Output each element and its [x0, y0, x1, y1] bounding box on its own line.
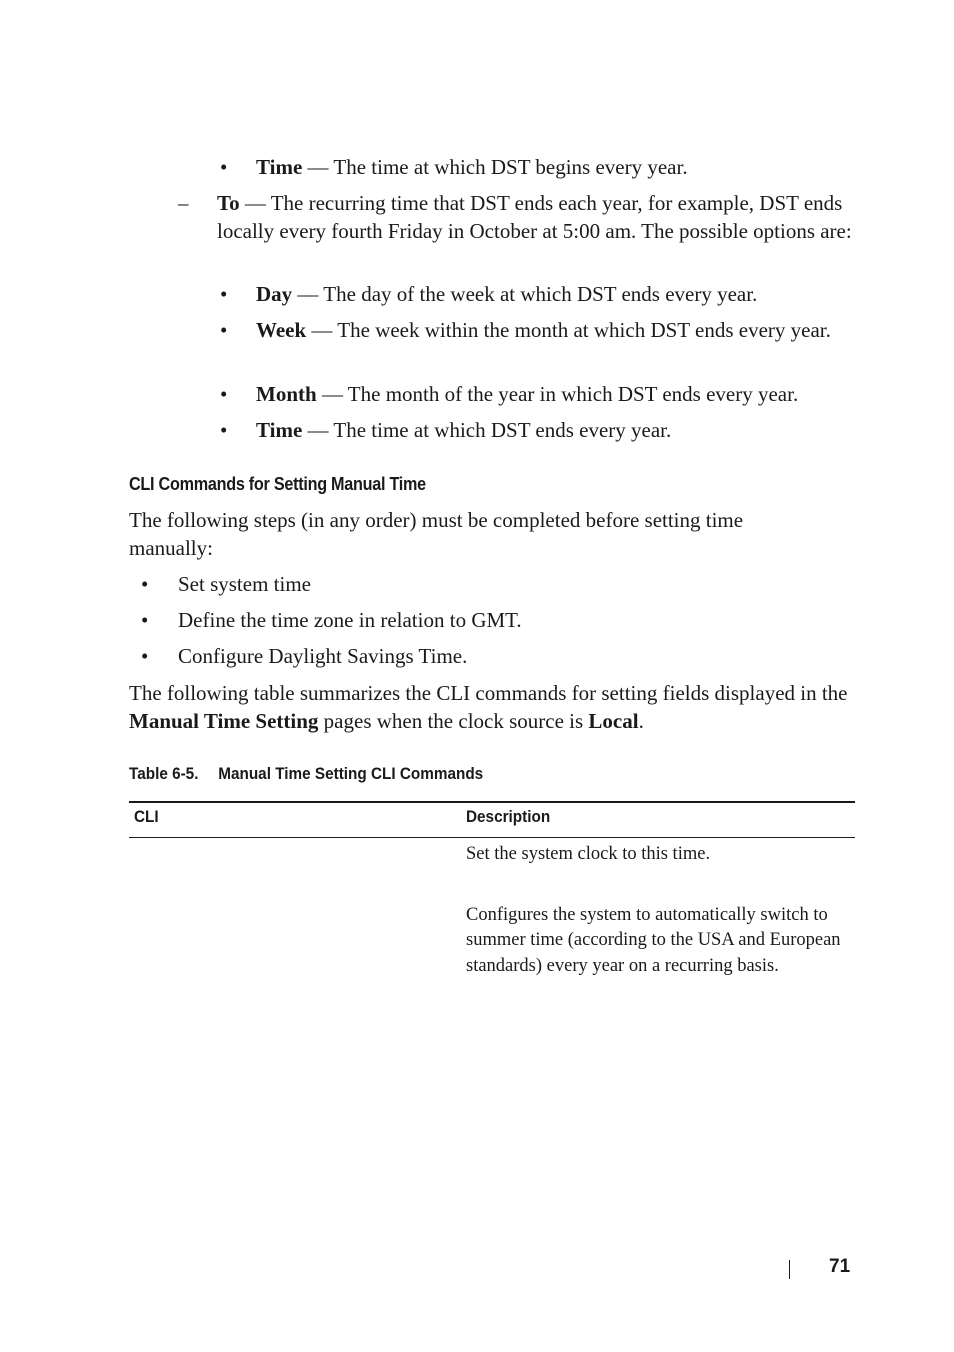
- table-caption: [129, 762, 483, 786]
- bullet-marker: •: [141, 572, 149, 596]
- summary-text: .: [638, 708, 644, 733]
- bullet-marker: •: [220, 418, 228, 442]
- term-to: To: [217, 191, 240, 215]
- definition-week: — The week within the month at which DST ends every year.: [306, 318, 831, 342]
- dash-marker: –: [178, 191, 189, 215]
- table-header-rule: [129, 837, 855, 838]
- list-item-week: [256, 317, 836, 345]
- term-time-end: Time: [256, 418, 303, 442]
- term-time-begin: Time: [256, 155, 303, 179]
- definition-time-begin: — The time at which DST begins every year.: [302, 155, 688, 179]
- definition-month: — The month of the year in which DST ends every year.: [316, 382, 799, 406]
- definition-time-end: — The time at which DST ends every year.: [302, 418, 672, 442]
- list-item-to: [217, 190, 857, 245]
- table-cell-description: Set the system clock to this time.: [466, 844, 711, 864]
- list-item-day: [256, 281, 856, 309]
- table-caption-title: Manual Time Setting CLI Commands: [218, 764, 484, 783]
- term-week: Week: [256, 318, 307, 342]
- step-item: Set system time: [178, 572, 311, 596]
- definition-day: — The day of the week at which DST ends every year.: [292, 282, 758, 306]
- summary-bold-manual-time-setting: Manual Time Setting: [129, 708, 319, 733]
- bullet-marker: •: [220, 155, 228, 179]
- list-item-time-end: [256, 417, 856, 445]
- step-item: Define the time zone in relation to GMT.: [178, 608, 522, 632]
- step-item: Configure Daylight Savings Time.: [178, 644, 468, 668]
- table-header-cli: CLI: [134, 807, 159, 826]
- bullet-marker: •: [220, 318, 228, 342]
- bullet-marker: •: [141, 608, 149, 632]
- summary-text: pages when the clock source is: [318, 708, 589, 733]
- table-header-description: Description: [466, 807, 551, 826]
- section-heading: CLI Commands for Setting Manual Time: [129, 474, 426, 494]
- table-cell-description: Configures the system to automatically switch to summer time (according to the USA and European standards) every year on a recurring basis.: [466, 905, 841, 976]
- table-top-rule: [129, 801, 855, 803]
- summary-paragraph: [129, 680, 859, 735]
- list-item-month: [256, 381, 856, 409]
- page-number: 71: [829, 1256, 851, 1277]
- list-item-start-time: [256, 154, 856, 182]
- definition-to: — The recurring time that DST ends each year, for example, DST ends locally every fourth Friday in October at 5:00 am. The possible options are:: [217, 191, 852, 243]
- bullet-marker: •: [220, 382, 228, 406]
- table-caption-number: Table 6-5.: [129, 764, 199, 783]
- term-month: Month: [256, 382, 317, 406]
- term-day: Day: [256, 282, 293, 306]
- bullet-marker: •: [220, 282, 228, 306]
- bullet-marker: •: [141, 644, 149, 668]
- summary-bold-local: Local: [588, 708, 639, 733]
- footer-divider: [789, 1260, 790, 1279]
- intro-paragraph: The following steps (in any order) must be completed before setting time manually:: [129, 508, 744, 560]
- summary-text: The following table summarizes the CLI commands for setting fields displayed in the: [129, 681, 848, 705]
